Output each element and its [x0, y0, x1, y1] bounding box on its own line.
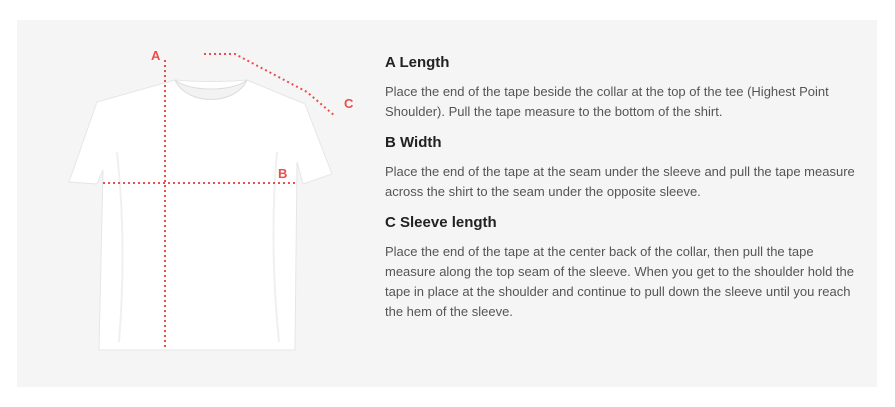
size-guide-panel: [17, 20, 877, 387]
tshirt-icon: [69, 80, 332, 350]
section-body: Place the end of the tape at the center back of the collar, then pull the tape measure along the top seam of the sleeve. When you get to the shoulder hold the tape in place at the shoulder and continue to pull down the sleeve until you reach the hem of the sleeve.: [385, 244, 855, 319]
section-width: [385, 134, 855, 202]
section-body: Place the end of the tape beside the collar at the top of the tee (Highest Point Shoulder). Pull the tape measure to the bottom of the shirt.: [385, 84, 829, 119]
marker-a: A: [151, 48, 161, 63]
section-title: C Sleeve length: [385, 214, 497, 231]
section-length: [385, 54, 855, 122]
tshirt-diagram-svg: [47, 42, 362, 357]
measurement-instructions: [385, 54, 855, 334]
tshirt-measurement-diagram: [47, 42, 362, 357]
marker-b: B: [278, 166, 288, 181]
section-sleeve-length: [385, 214, 855, 322]
section-title: A Length: [385, 54, 450, 71]
marker-c: C: [344, 96, 354, 111]
section-title: B Width: [385, 134, 442, 151]
section-body: Place the end of the tape at the seam under the sleeve and pull the tape measure across the shirt to the seam under the opposite sleeve.: [385, 164, 855, 199]
